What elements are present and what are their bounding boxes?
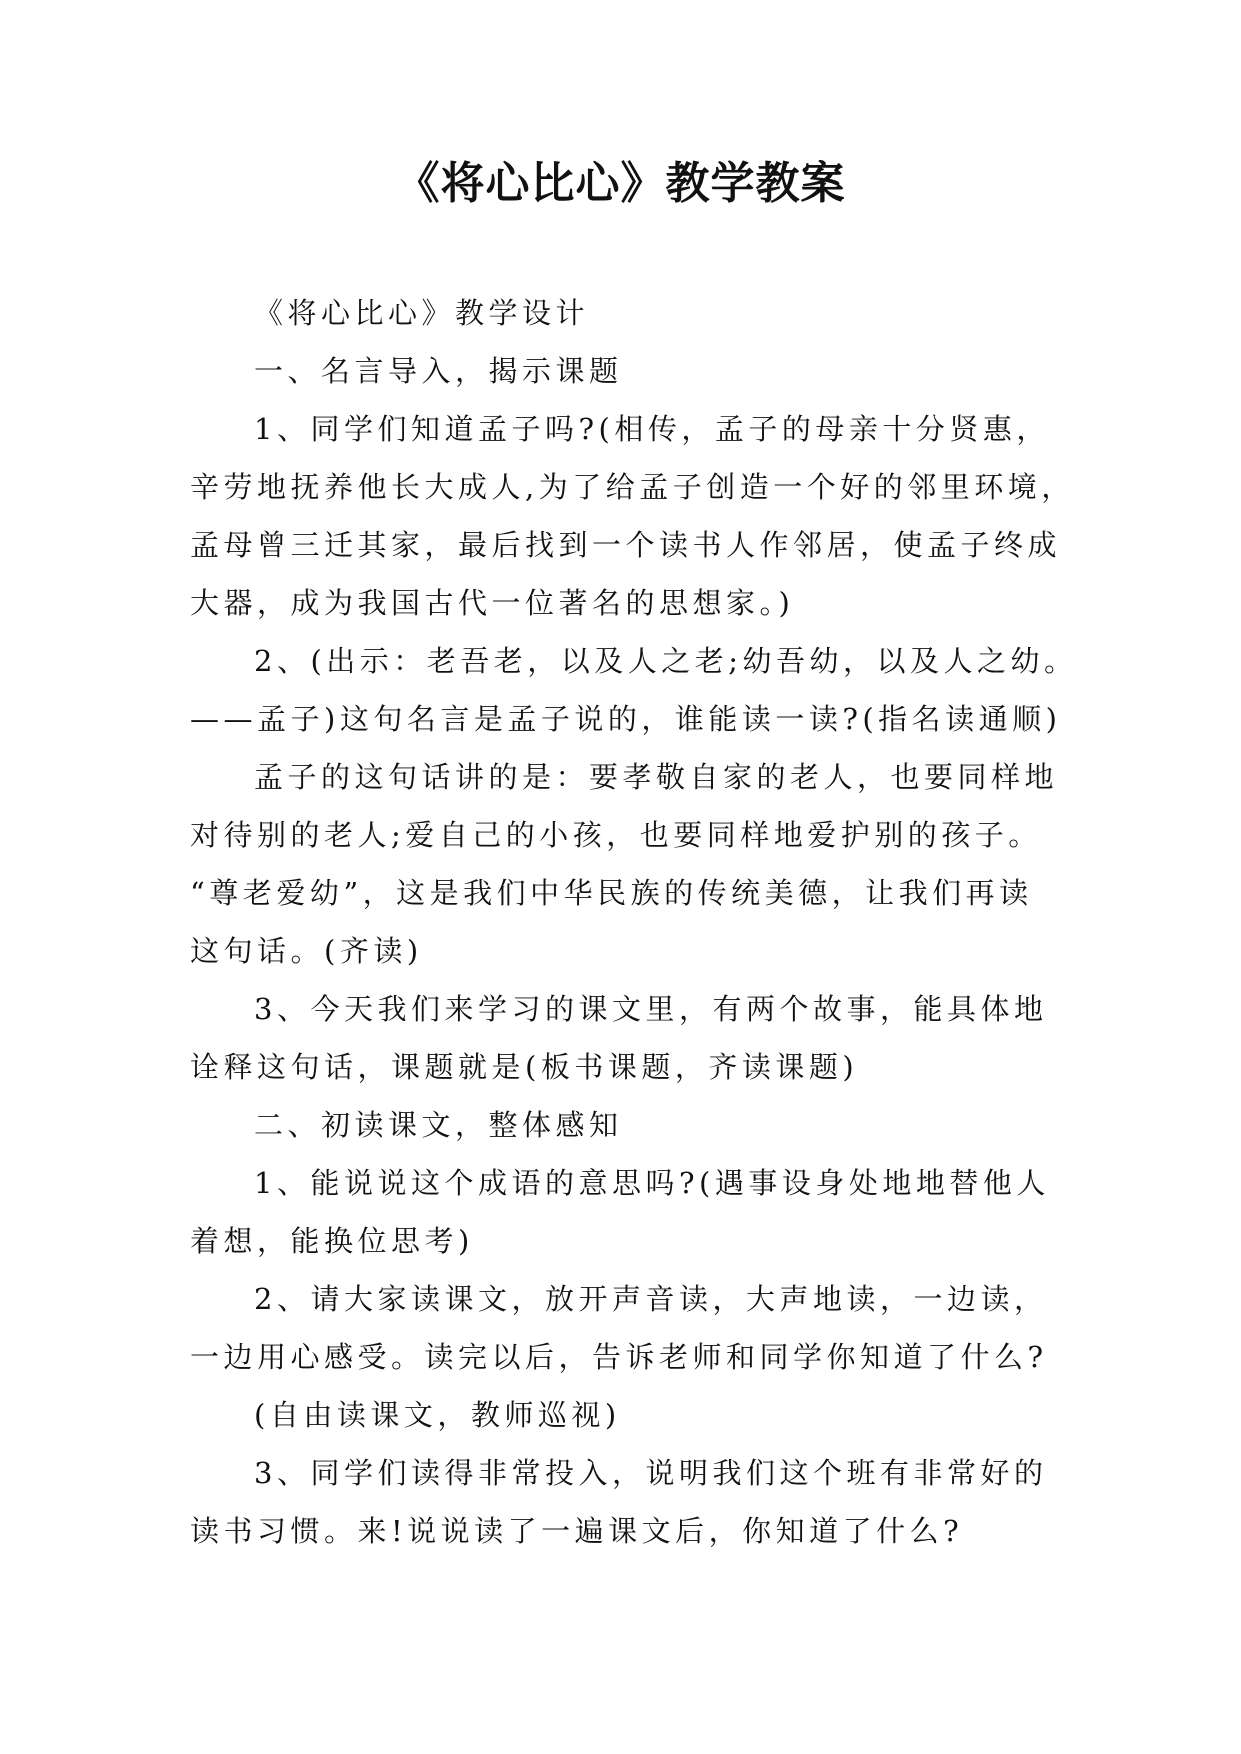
document-title: 《将心比心》教学教案 <box>395 158 846 209</box>
section-heading: 二、初读课文，整体感知 <box>254 1108 623 1142</box>
paragraph-line: 诠释这句话，课题就是(板书课题，齐读课题) <box>190 1050 859 1084</box>
paragraph-line: 着想，能换位思考) <box>190 1224 474 1258</box>
paragraph-line: ——孟子)这句名言是孟子说的，谁能读一读?(指名读通顺) <box>190 702 1062 736</box>
paragraph-line: 一边用心感受。读完以后，告诉老师和同学你知道了什么? <box>190 1340 1048 1374</box>
paragraph-line: 对待别的老人;爱自己的小孩，也要同样地爱护别的孩子。 <box>190 818 1042 852</box>
paragraph-line: 孟母曾三迁其家，最后找到一个读书人作邻居，使孟子终成 <box>190 528 1062 562</box>
paragraph-line: 读书习惯。来!说说读了一遍课文后，你知道了什么? <box>190 1514 964 1548</box>
paragraph-line: (自由读课文，教师巡视) <box>254 1398 621 1432</box>
paragraph-line: 孟子的这句话讲的是：要孝敬自家的老人，也要同样地 <box>254 760 1059 794</box>
paragraph-line: 2、请大家读课文，放开声音读，大声地读，一边读， <box>254 1282 1048 1316</box>
paragraph-line: 1、能说说这个成语的意思吗?(遇事设身处地地替他人 <box>254 1166 1050 1200</box>
paragraph-line: 2、(出示：老吾老，以及人之老;幼吾幼，以及人之幼。 <box>254 644 1078 678</box>
section-heading: 一、名言导入，揭示课题 <box>254 354 623 388</box>
paragraph-line: 《将心比心》教学设计 <box>254 296 590 330</box>
paragraph-line: 大器，成为我国古代一位著名的思想家。) <box>190 586 795 620</box>
paragraph-line: 辛劳地抚养他长大成人,为了给孟子创造一个好的邻里环境， <box>190 470 1075 504</box>
paragraph-line: 1、同学们知道孟子吗?(相传，孟子的母亲十分贤惠， <box>254 412 1050 446</box>
paragraph-line: 3、同学们读得非常投入，说明我们这个班有非常好的 <box>254 1456 1048 1490</box>
paragraph-line: 3、今天我们来学习的课文里，有两个故事，能具体地 <box>254 992 1048 1026</box>
document-body <box>190 284 1078 1560</box>
paragraph-line: “尊老爱幼”，这是我们中华民族的传统美德，让我们再读 <box>190 876 1033 910</box>
paragraph-line: 这句话。(齐读) <box>190 934 423 968</box>
